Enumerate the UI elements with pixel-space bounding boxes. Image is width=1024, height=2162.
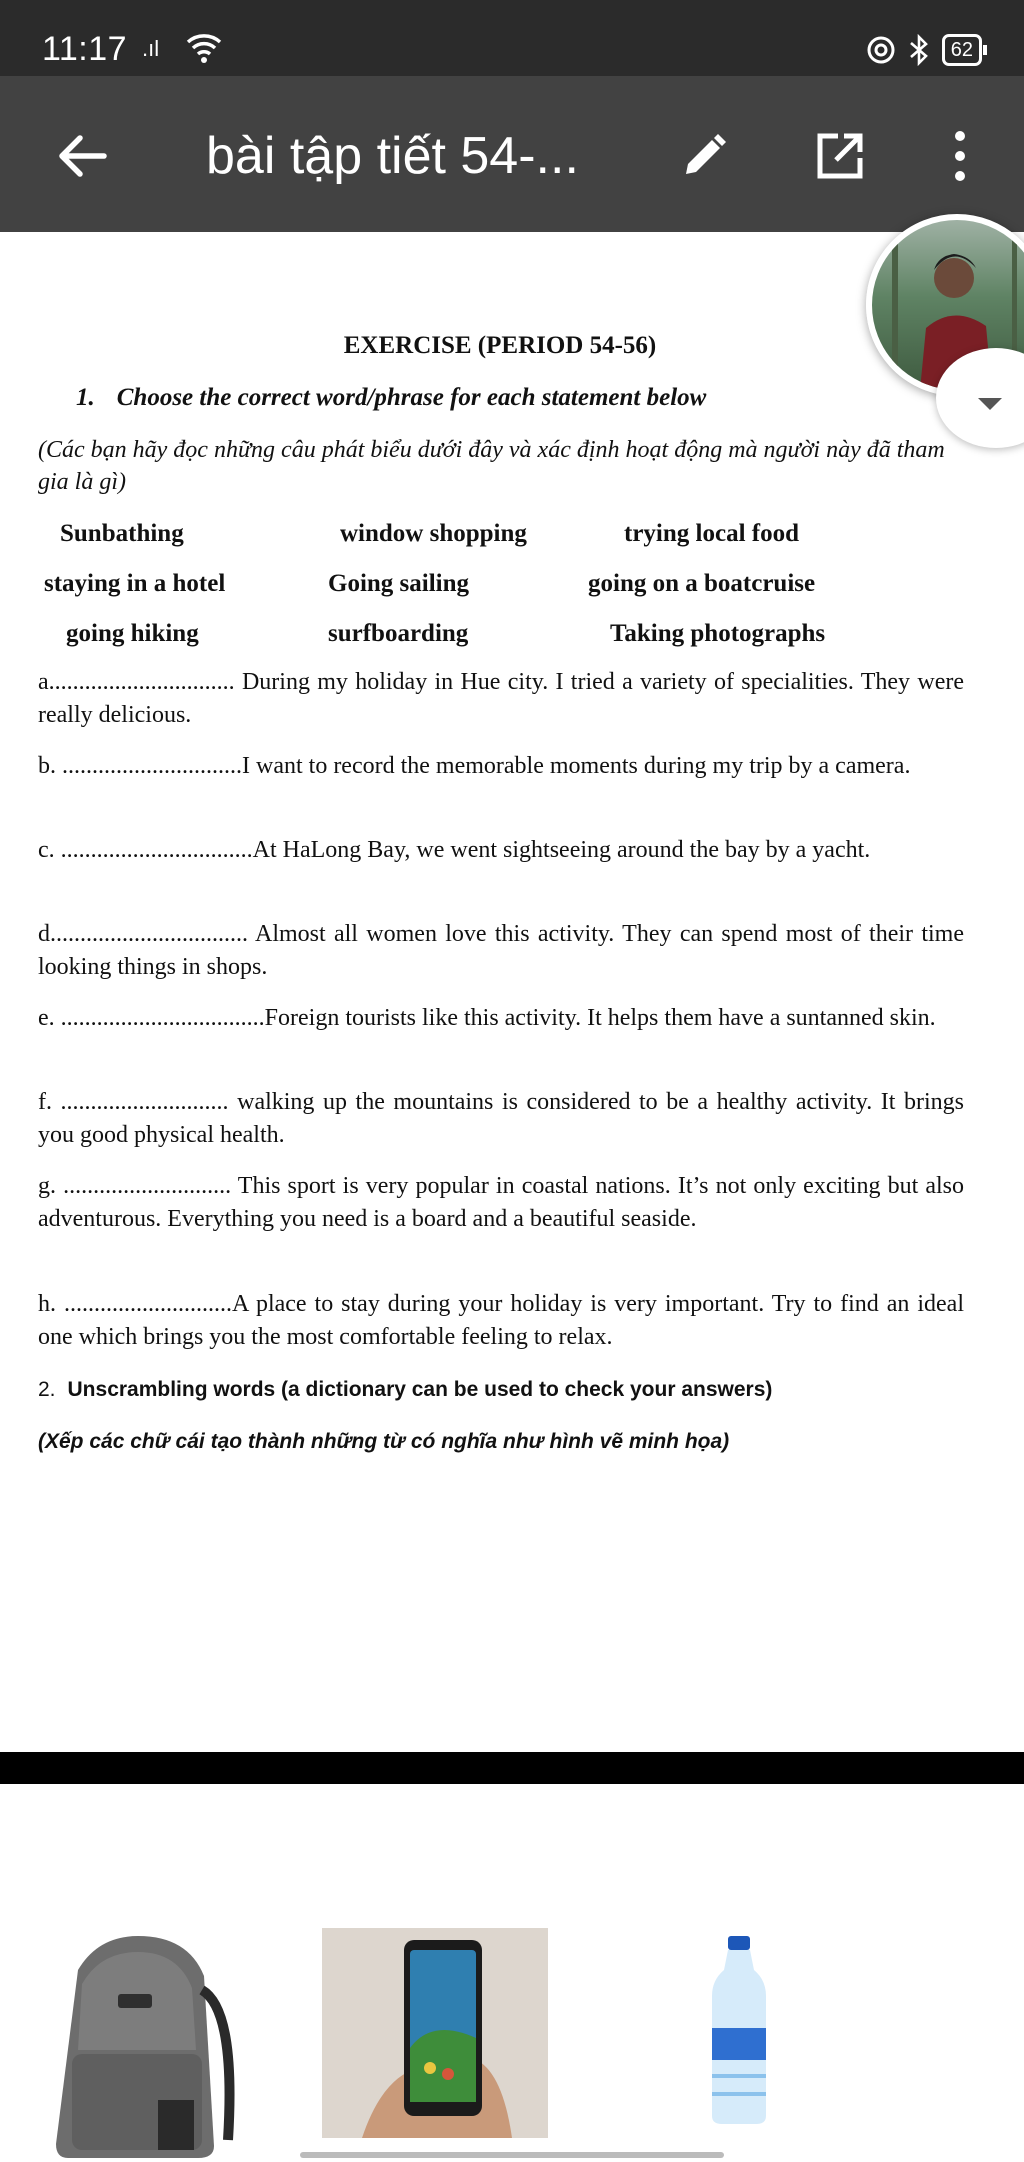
question-2-title [38, 1378, 772, 1402]
status-time: 11:17 [42, 30, 128, 68]
statement-d [38, 918, 964, 984]
chevron-down-icon [978, 398, 1002, 410]
word-bank-item: going hiking [66, 620, 199, 647]
question-1-text: Choose the correct word/phrase for each statement below [116, 384, 707, 411]
word-bank-item: staying in a hotel [44, 570, 226, 597]
illustration-strip [0, 1784, 1024, 2162]
document-page [0, 232, 1024, 1752]
statement-text: At HaLong Bay, we went sightseeing around the bay by a yacht. [252, 837, 871, 863]
question-2-number: 2. [38, 1378, 56, 1401]
document-title: bài tập tiết 54-... [206, 127, 579, 185]
statement-text: Almost all women love this activity. They can spend most of their time looking things in shops. [38, 921, 964, 980]
battery-indicator: 62 [942, 34, 982, 66]
statement-h [38, 1288, 964, 1354]
question-1-title [76, 384, 706, 412]
word-bank-item: trying local food [624, 520, 799, 547]
answer-blank: .................................. [54, 1005, 265, 1031]
exercise-heading: EXERCISE (PERIOD 54-56) [343, 332, 657, 359]
back-arrow-icon[interactable] [52, 126, 112, 186]
cellular-signal-icon: .ıl [142, 36, 160, 61]
alarm-at-icon [866, 35, 896, 65]
water-bottle-image [706, 1936, 772, 2126]
statement-letter: g. [38, 1173, 56, 1199]
statement-text: A place to stay during your holiday is very important. Try to find an ideal one which brings you the most comfortable feeling to relax. [38, 1291, 964, 1350]
bluetooth-icon [908, 34, 930, 66]
status-bar [0, 0, 1024, 76]
word-bank-item: surfboarding [328, 620, 469, 647]
statement-f [38, 1086, 964, 1152]
answer-blank: .............................. [56, 753, 242, 779]
smartphone-image [322, 1928, 548, 2138]
question-1-number: 1. [76, 384, 95, 411]
word-bank-item: window shopping [340, 520, 527, 547]
question-1-instruction: (Các bạn hãy đọc những câu phát biểu dưới đây và xác định hoạt động mà người này đã tham gia là gì) [38, 437, 945, 495]
statement-letter: f. [38, 1089, 52, 1115]
answer-blank: ............................ [56, 1173, 232, 1199]
backpack-image [38, 1930, 236, 2162]
statement-g [38, 1170, 964, 1236]
page-divider [0, 1752, 1024, 1784]
wifi-icon [184, 32, 224, 64]
more-options-icon[interactable] [944, 128, 976, 184]
word-bank-item: going on a boatcruise [588, 570, 816, 597]
answer-blank: ................................ [54, 837, 253, 863]
answer-blank: .............................. [54, 669, 235, 695]
statement-a [38, 666, 964, 732]
scroll-indicator [300, 2152, 724, 2158]
statement-letter: a. [38, 669, 55, 695]
statement-letter: h. [38, 1291, 56, 1317]
statement-c [38, 834, 964, 867]
statement-letter: c. [38, 837, 55, 863]
statement-letter: e. [38, 1005, 55, 1031]
word-bank-item: Going sailing [328, 570, 470, 597]
statement-text: I want to record the memorable moments during my trip by a camera. [242, 753, 911, 779]
word-bank-item: Taking photographs [610, 620, 826, 647]
question-2-text: Unscrambling words (a dictionary can be used to check your answers) [67, 1378, 773, 1401]
question-2-instruction: (Xếp các chữ cái tạo thành những từ có nghĩa như hình vẽ minh họa) [38, 1430, 730, 1453]
statement-text: Foreign tourists like this activity. It helps them have a suntanned skin. [264, 1005, 936, 1031]
answer-blank: ................................ [56, 921, 248, 947]
statement-letter: d. [38, 921, 56, 947]
statement-text: This sport is very popular in coastal nations. It’s not only exciting but also adventurous. Everything you need is a board and a beautiful seaside. [38, 1173, 965, 1232]
answer-blank: ............................ [52, 1089, 229, 1115]
app-toolbar [0, 76, 1024, 232]
open-external-icon[interactable] [812, 128, 868, 184]
edit-pencil-icon[interactable] [676, 128, 732, 184]
statement-text: walking up the mountains is considered to be a healthy activity. It brings you good physical health. [38, 1089, 965, 1148]
statement-letter: b. [38, 753, 56, 779]
statement-e [38, 1002, 964, 1035]
smartphone-graphic [322, 1928, 548, 2138]
answer-blank: ............................ [56, 1291, 232, 1317]
statement-text: During my holiday in Hue city. I tried a variety of specialities. They were really delicious. [38, 669, 964, 728]
statement-b [38, 750, 964, 783]
word-bank-item: Sunbathing [60, 520, 184, 547]
